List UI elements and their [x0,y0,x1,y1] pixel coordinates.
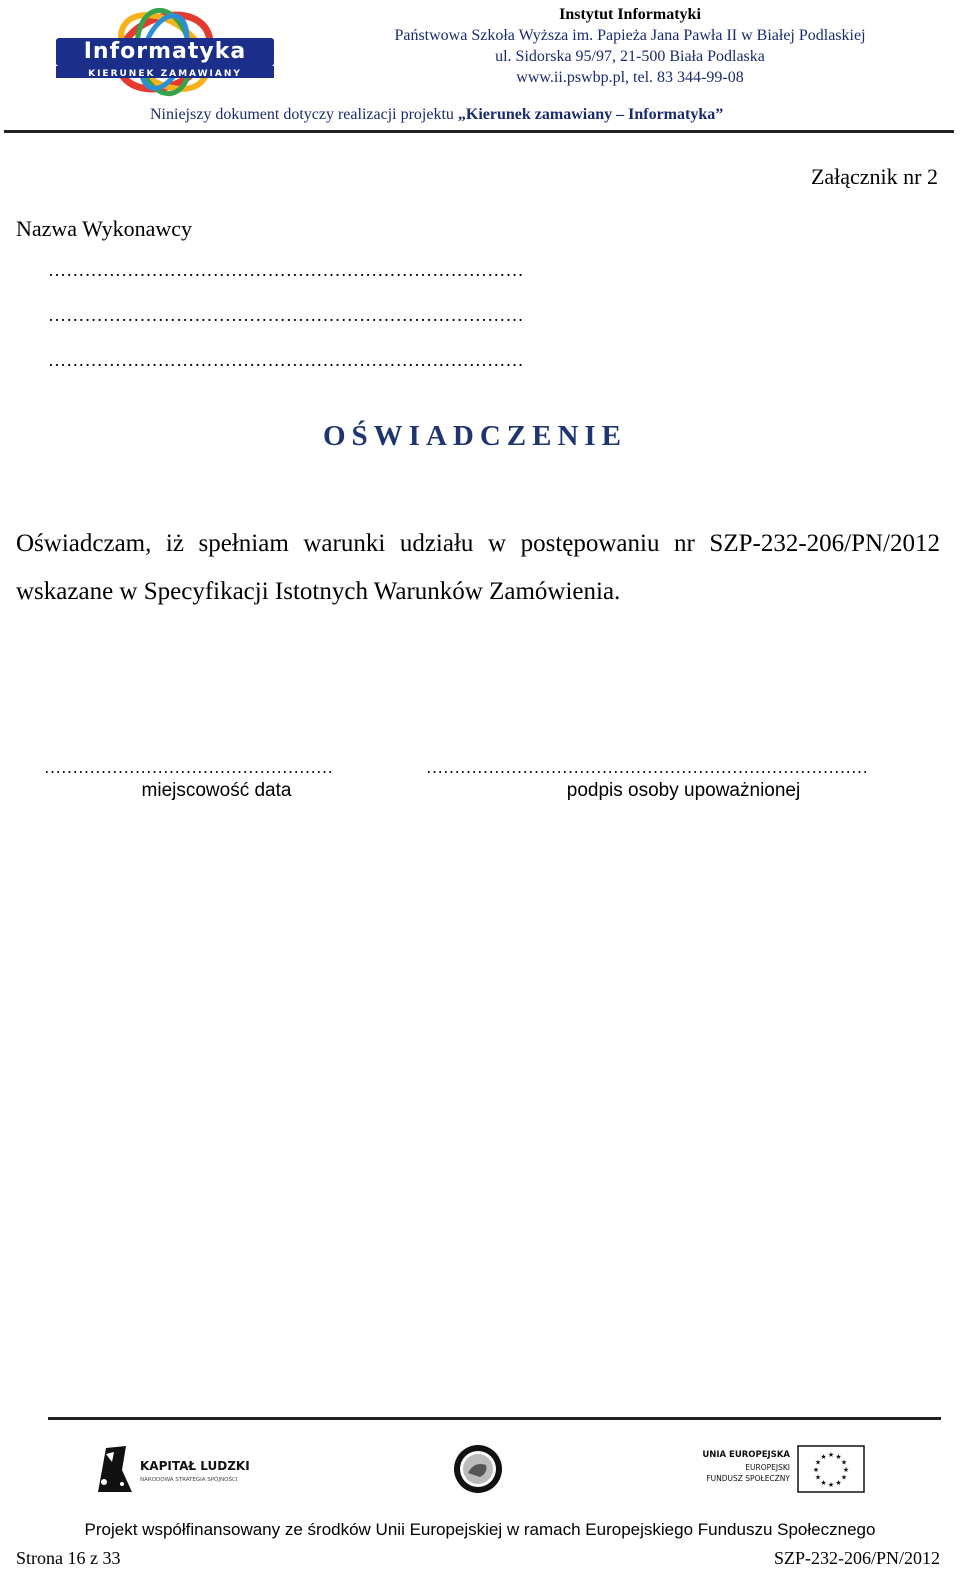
eu-logo-line-2: EUROPEJSKI [745,1463,790,1472]
university-seal-logo [452,1443,504,1495]
informatyka-logo [52,2,278,102]
eu-star-icon: ★ [827,1451,835,1459]
kapital-ludzki-subtitle: NARODOWA STRATEGIA SPÓJNOŚCI [140,1477,238,1483]
eu-star-icon: ★ [820,1453,827,1461]
eu-star-icon: ★ [814,1458,822,1467]
contractor-field-line-1: …………………………………………………………………… [48,260,524,280]
eu-star-icon: ★ [840,1473,848,1482]
eu-logo-line-3: FUNDUSZ SPOŁECZNY [706,1474,790,1483]
contractor-name-label: Nazwa Wykonawcy [16,216,193,241]
eu-star-icon: ★ [835,1479,842,1487]
eu-social-fund-logo [698,1443,868,1497]
contractor-field-line-3: …………………………………………………………………… [48,350,524,370]
eu-star-icon: ★ [820,1479,827,1487]
logo-title: Informatyka [83,39,247,64]
signature-label: podpis osoby upoważnionej [566,780,801,801]
project-note-prefix: Niniejszy dokument dotyczy realizacji projektu [150,106,454,123]
kapital-ludzki-logo [92,1442,262,1498]
place-date-field-line: …………………………………………… [44,758,333,777]
project-note [150,106,723,124]
eu-star-icon: ★ [814,1473,822,1482]
kapital-ludzki-title: KAPITAŁ LUDZKI [140,1459,250,1473]
attachment-number: Załącznik nr 2 [810,164,938,189]
place-date-label: miejscowość data [141,780,292,801]
eu-logo-line-1: UNIA EUROPEJSKA [702,1450,790,1460]
eu-star-icon: ★ [835,1453,842,1461]
eu-star-icon: ★ [812,1466,820,1474]
school-contact: www.ii.pswbp.pl, tel. 83 344-99-08 [516,69,744,86]
page-number: Strona 16 z 33 [16,1548,121,1568]
school-address: ul. Sidorska 95/97, 21-500 Biała Podlaska [495,48,765,65]
eu-star-icon: ★ [840,1458,848,1467]
document-title: OŚWIADCZENIE [322,420,628,452]
document-reference: SZP-232-206/PN/2012 [773,1548,940,1568]
signature-field-line: …………………………………………………………………… [426,758,868,777]
footer-divider [48,1417,941,1420]
contractor-field-line-2: …………………………………………………………………… [48,305,524,325]
header-divider [4,130,954,133]
logo-subtitle: KIERUNEK ZAMAWIANY [88,69,242,79]
eu-star-icon: ★ [827,1481,835,1489]
school-name: Państwowa Szkoła Wyższa im. Papieża Jana Pawła II w Białej Podlaskiej [394,27,866,44]
project-name: „Kierunek zamawiany – Informatyka” [457,106,724,123]
funding-note: Projekt współfinansowany ze środków Unii Europejskiej w ramach Europejskiego Funduszu Społecznego [84,1520,876,1539]
institute-name: Instytut Informatyki [559,6,701,23]
eu-star-icon: ★ [842,1466,850,1474]
statement-text: Oświadczam, iż spełniam warunki udziału w postępowaniu nr SZP-232-206/PN/2012 wskazane w Specyfikacji Istotnych Warunków Zamówienia. [16,530,940,605]
